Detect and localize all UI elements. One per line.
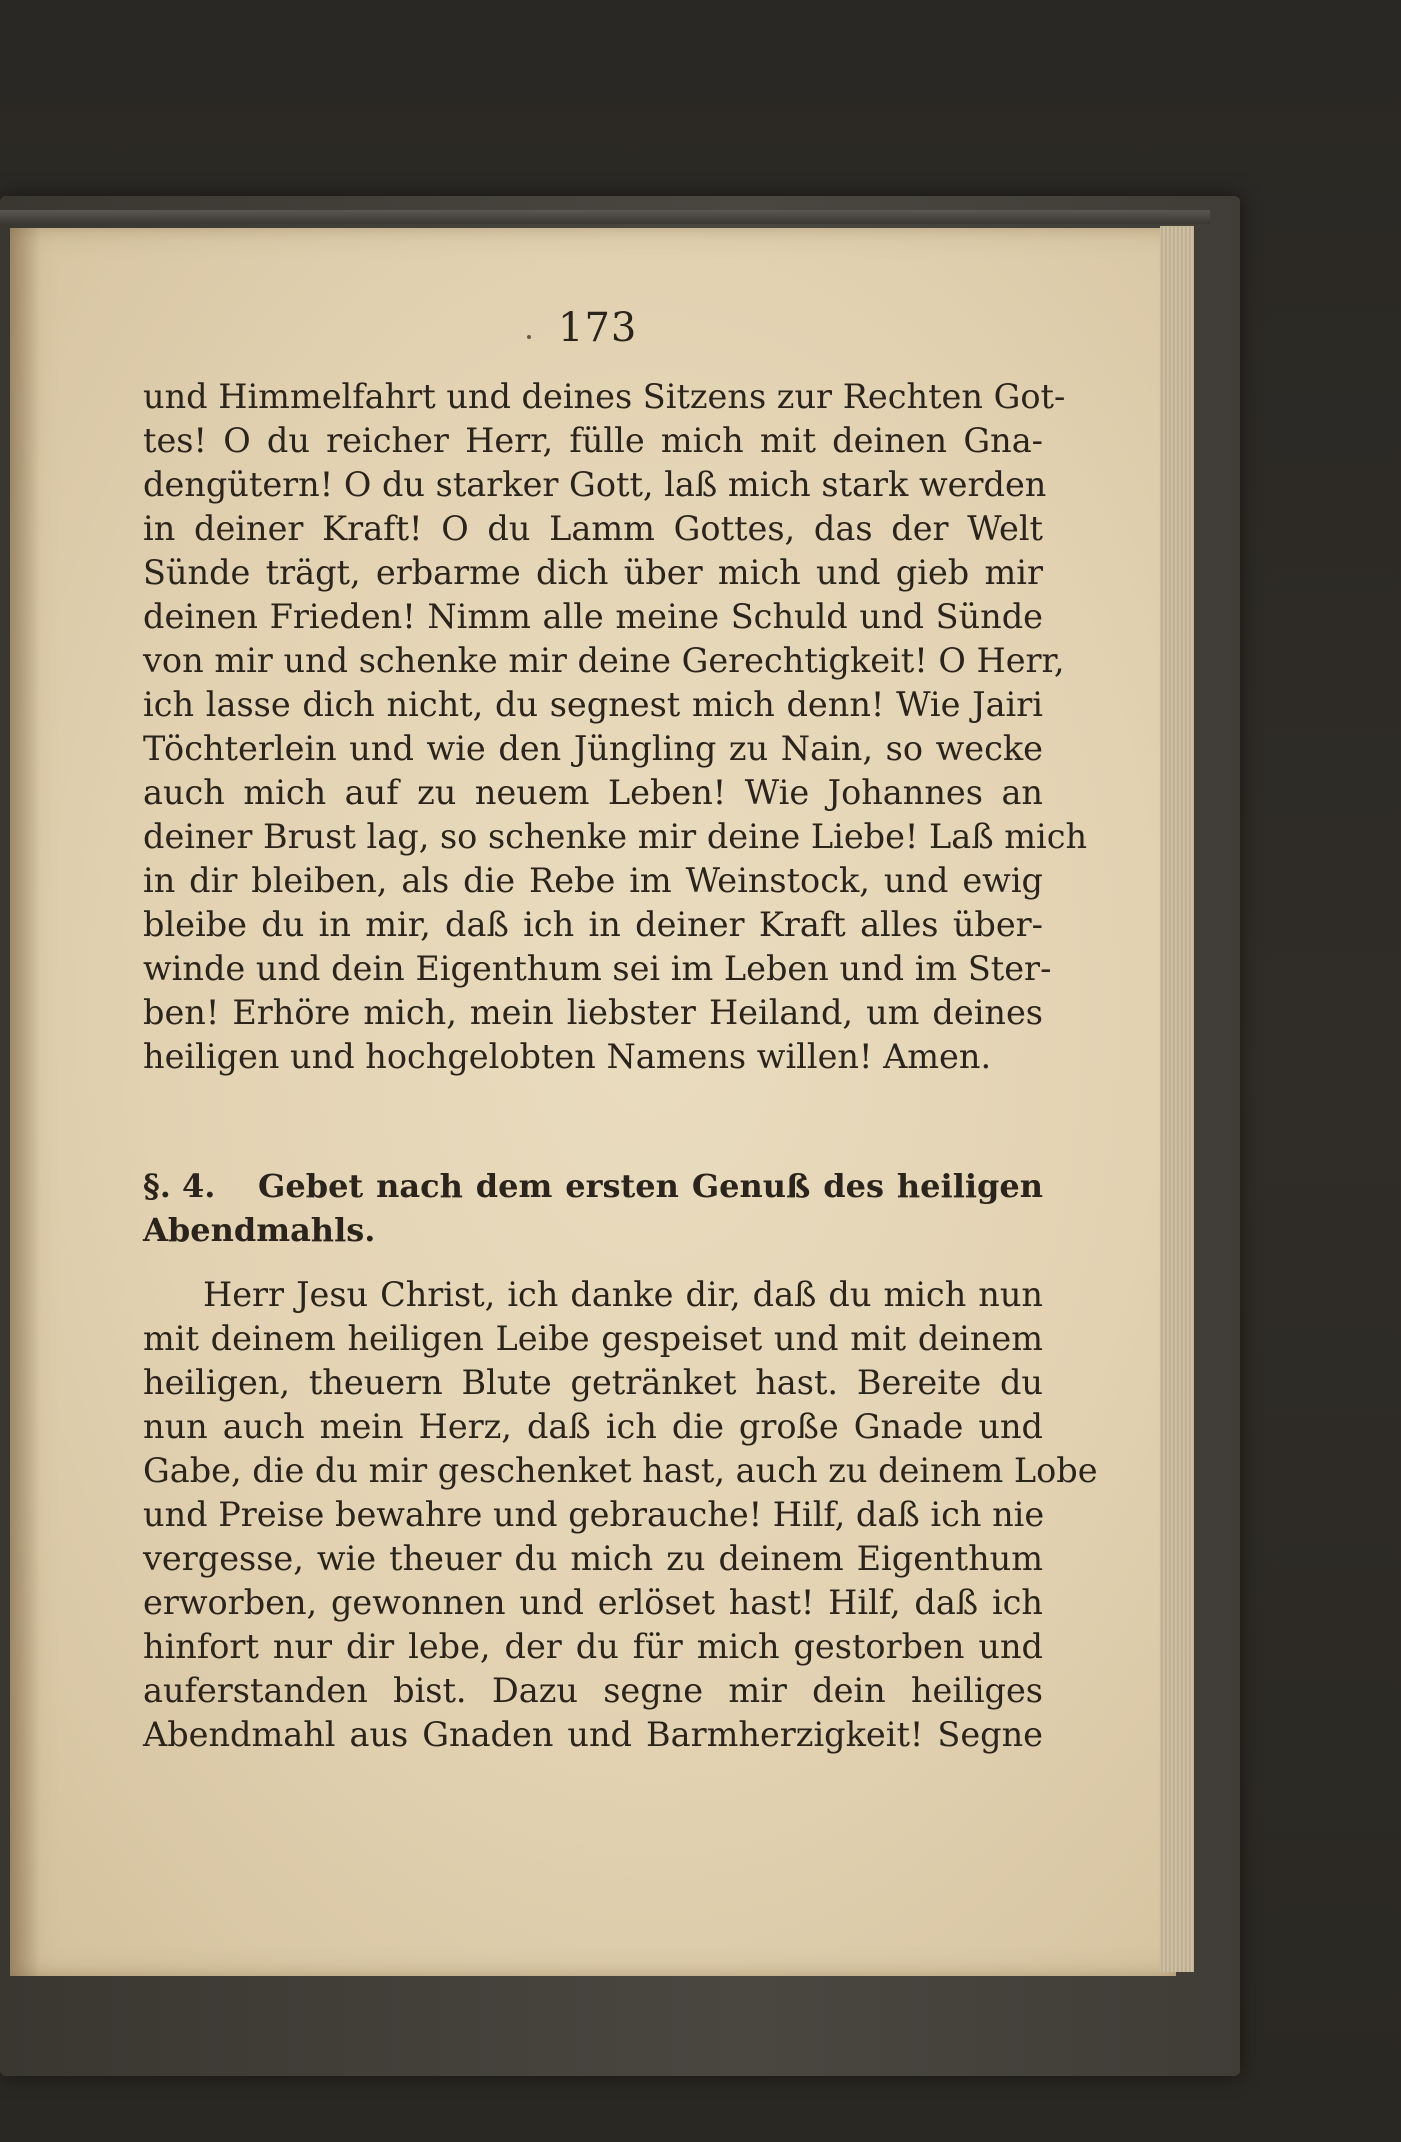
heading-line-1: Gebet nach dem ersten Genuß des heiligen (258, 1167, 1043, 1205)
text-line: heiligen, theuern Blute getränket hast. Bereite du (143, 1363, 1043, 1402)
text-line: mit deinem heiligen Leibe gespeiset und mit deinem (143, 1319, 1043, 1358)
text-line: von mir und schenke mir deine Gerechtigkeit! O Herr, (143, 641, 1065, 680)
text-line: ben! Erhöre mich, mein liebster Heiland, um deines (143, 993, 1043, 1032)
text-line: Abendmahl aus Gnaden und Barmherzigkeit! Segne (143, 1715, 1043, 1754)
text-line: bleibe du in mir, daß ich in deiner Kraft alles über- (143, 905, 1043, 944)
text-line: Sünde trägt, erbarme dich über mich und gieb mir (143, 553, 1043, 592)
text-line: Gabe, die du mir geschenket hast, auch zu deinem Lobe (143, 1451, 1098, 1490)
text-line: auferstanden bist. Dazu segne mir dein heiliges (143, 1671, 1043, 1710)
text-line: Herr Jesu Christ, ich danke dir, daß du mich nun (203, 1275, 1043, 1314)
page-number: 173 (558, 305, 638, 351)
text-line: in deiner Kraft! O du Lamm Gottes, das der Welt (143, 509, 1043, 548)
page-number-mark (527, 335, 531, 339)
text-line: dengütern! O du starker Gott, laß mich stark werden (143, 465, 1047, 504)
text-line: heiligen und hochgelobten Namens willen! Amen. (143, 1037, 992, 1076)
heading-line-2: Abendmahls. (143, 1211, 376, 1249)
text-line: deinen Frieden! Nimm alle meine Schuld und Sünde (143, 597, 1043, 636)
text-line: auch mich auf zu neuem Leben! Wie Johannes an (143, 773, 1043, 812)
cover-top-edge (0, 210, 1210, 224)
text-line: hinfort nur dir lebe, der du für mich gestorben und (143, 1627, 1043, 1666)
text-line: winde und dein Eigenthum sei im Leben und im Ster- (143, 949, 1052, 988)
text-line: Töchterlein und wie den Jüngling zu Nain, so wecke (143, 729, 1043, 768)
text-line: tes! O du reicher Herr, fülle mich mit deinen Gna- (143, 421, 1043, 460)
text-line: ich lasse dich nicht, du segnest mich denn! Wie Jairi (143, 685, 1043, 724)
text-line: und Himmelfahrt und deines Sitzens zur Rechten Got- (143, 377, 1066, 416)
text-line: deiner Brust lag, so schenke mir deine Liebe! Laß mich (143, 817, 1088, 856)
text-line: erworben, gewonnen und erlöset hast! Hilf, daß ich (143, 1583, 1043, 1622)
text-line: vergesse, wie theuer du mich zu deinem Eigenthum (143, 1539, 1043, 1578)
text-line: und Preise bewahre und gebrauche! Hilf, daß ich nie (143, 1495, 1045, 1534)
section-number: §. 4. (143, 1167, 216, 1205)
text-line: in dir bleiben, als die Rebe im Weinstock, und ewig (143, 861, 1043, 900)
page-gutter-shadow (10, 228, 40, 1976)
text-line: nun auch mein Herz, daß ich die große Gnade und (143, 1407, 1043, 1446)
page-edges (1160, 226, 1194, 1972)
